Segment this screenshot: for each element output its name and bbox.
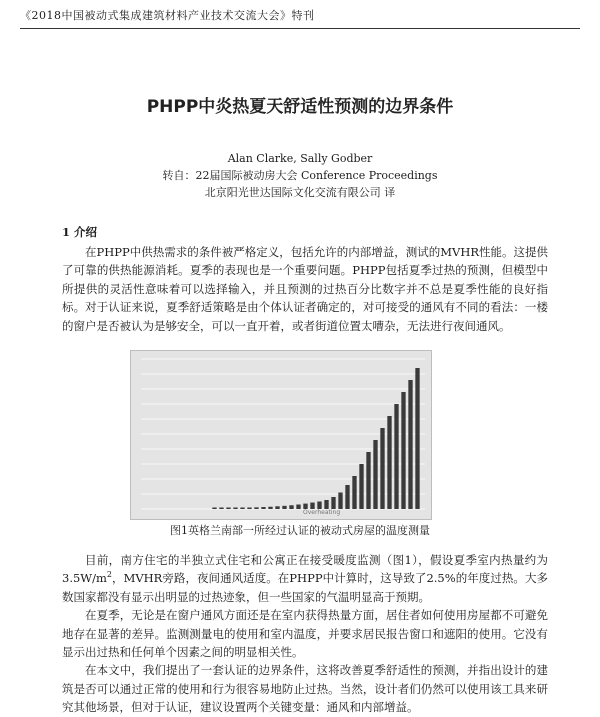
bar-18: [331, 497, 335, 509]
bar-25: [380, 428, 384, 509]
intro-paragraph-block: [62, 243, 548, 335]
bar-9: [268, 507, 272, 509]
bar-23: [366, 452, 370, 509]
bar-26: [387, 416, 391, 509]
paragraph-3: 在本文中，我们提出了一套认证的边界条件，这将改善夏季舒适性的预测，并指出设计的建筑是否可以通过正常的使用和行为很容易地防止过热。当然，设计者们仍然可以使用该工具来研究其他场景，但对于认证，建议设置两个关键变量：通风和内部增益。: [62, 663, 548, 715]
figure-caption: 图1英格兰南部一所经过认证的被动式房屋的温度测量: [170, 524, 430, 537]
bar-12: [289, 505, 293, 509]
paragraph-1: 目前，南方住宅的半独立式住宅和公寓正在接受暖度监测（图1），假设夏季室内热量约为$3.5W/m^2$，MVHR旁路，夜间通风适度。在PHPP中计算时，这导致了2.5%的年度过热。大多数国家都没有显示出明显的过热迹象，但一些国家的气温明显高于预期。: [62, 553, 548, 604]
bar-8: [261, 507, 265, 509]
bar-2: [219, 508, 223, 510]
bar-22: [359, 464, 363, 509]
bar-16: [317, 502, 321, 510]
bar-chart: [131, 351, 431, 519]
bar-1: [212, 508, 216, 510]
bar-17: [324, 500, 328, 509]
bar-24: [373, 440, 377, 509]
bar-13: [296, 505, 300, 510]
chart-watermark: Overheating: [303, 509, 341, 516]
section-heading: 1 介绍: [62, 225, 98, 239]
bar-30: [415, 368, 419, 509]
bar-27: [394, 404, 398, 509]
bar-28: [401, 392, 405, 509]
bar-10: [275, 506, 279, 509]
paper-title: PHPP中炎热夏天舒适性预测的边界条件: [146, 97, 454, 117]
author-block: [0, 150, 600, 201]
bar-6: [247, 508, 251, 510]
bar-4: [233, 508, 237, 510]
temperature-figure: [130, 350, 432, 520]
source-line: 转自：22届国际被动房大会 Conference Proceedings: [162, 169, 438, 182]
translator-line: 北京阳光世达国际文化交流有限公司 译: [204, 186, 396, 199]
journal-header: 《2018中国被动式集成建筑材料产业技术交流大会》特刊: [20, 8, 580, 29]
bar-11: [282, 506, 286, 509]
bar-21: [352, 476, 356, 509]
intro-paragraph: 在PHPP中供热需求的条件被严格定义，包括允许的内部增益，测试的MVHR性能。这提供了可靠的供热能源消耗。夏季的表现也是一个重要问题。PHPP包括夏季过热的预测，但模型中所提供的灵活性意味着可以选择输入，并且预测的过热百分比数字并不总是夏季性能的良好指标。对于认证来说，夏季舒适策略是由个体认证者确定的，对可接受的通风有不同的看法：一楼的窗户是否被认为是够安全，可以一直开着，或者街道位置太嘈杂，无法进行夜间通风。: [62, 245, 549, 333]
bar-3: [226, 508, 230, 510]
paragraph-2: 在夏季，无论是在窗户通风方面还是在室内获得热量方面，居住者如何使用房屋都不可避免地存在显著的差异。监测测量电的使用和室内温度，并要求居民报告窗口和遮阳的使用。它没有显示出过热和任何单个因素之间的明显相关性。: [62, 608, 548, 660]
bar-29: [408, 380, 412, 509]
authors: Alan Clarke, Sally Godber: [227, 152, 373, 165]
body-paragraphs: [62, 551, 548, 717]
bar-19: [338, 493, 342, 510]
bar-7: [254, 507, 258, 509]
bar-20: [345, 485, 349, 509]
bar-5: [240, 508, 244, 510]
